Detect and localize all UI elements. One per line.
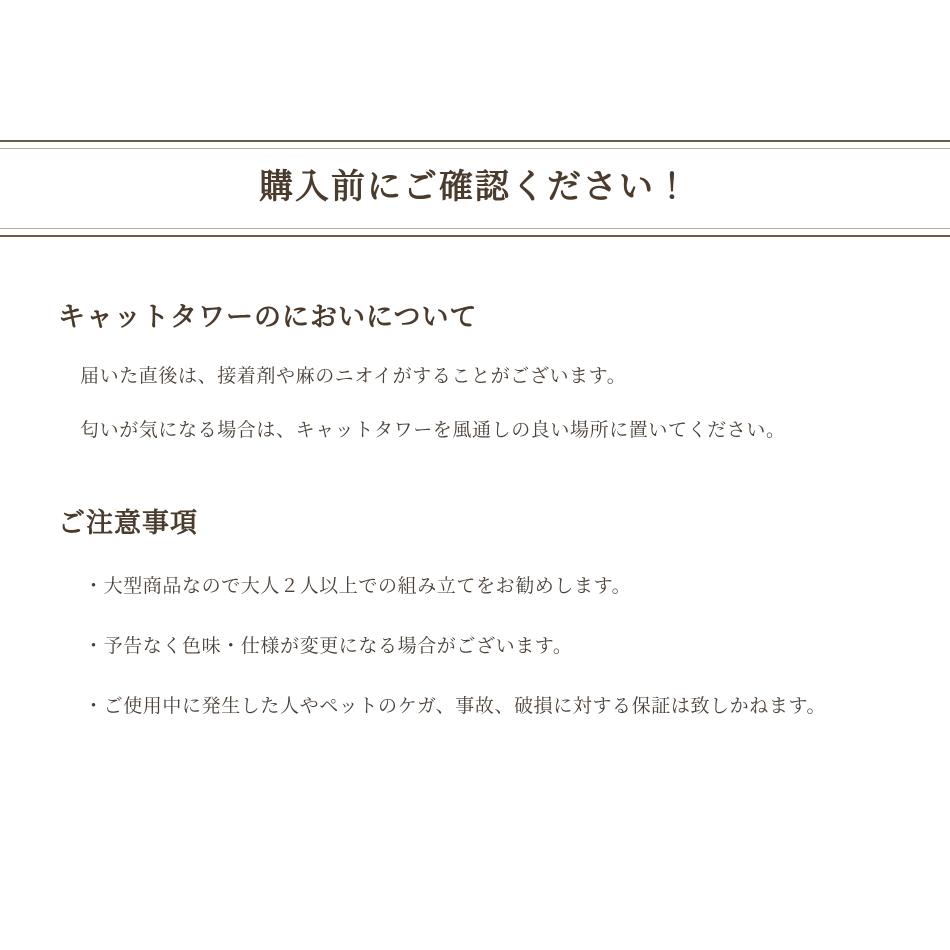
precaution-list (58, 571, 892, 724)
paragraph: 届いた直後は、接着剤や麻のニオイがすることがございます。 (80, 366, 627, 388)
page-title: 購入前にご確認ください！ (259, 168, 691, 206)
list-item: ・大型商品なので大人２人以上での組み立てをお勧めします。 (84, 575, 632, 597)
section-body (58, 361, 892, 448)
banner-inner-rule (0, 148, 950, 229)
section-heading: ご注意事項 (58, 507, 198, 538)
banner (0, 140, 950, 237)
paragraph: 匂いが気になる場合は、キャットタワーを風通しの良い場所に置いてください。 (80, 420, 786, 442)
section-cat-tower-smell (58, 300, 892, 448)
list-item: ・ご使用中に発生した人やペットのケガ、事故、破損に対する保証は致しかねます。 (84, 696, 827, 718)
content-area (0, 300, 950, 766)
section-heading: キャットタワーのにおいについて (58, 302, 478, 332)
list-item: ・予告なく色味・仕様が変更になる場合がございます。 (84, 636, 573, 658)
section-precautions (58, 506, 892, 724)
